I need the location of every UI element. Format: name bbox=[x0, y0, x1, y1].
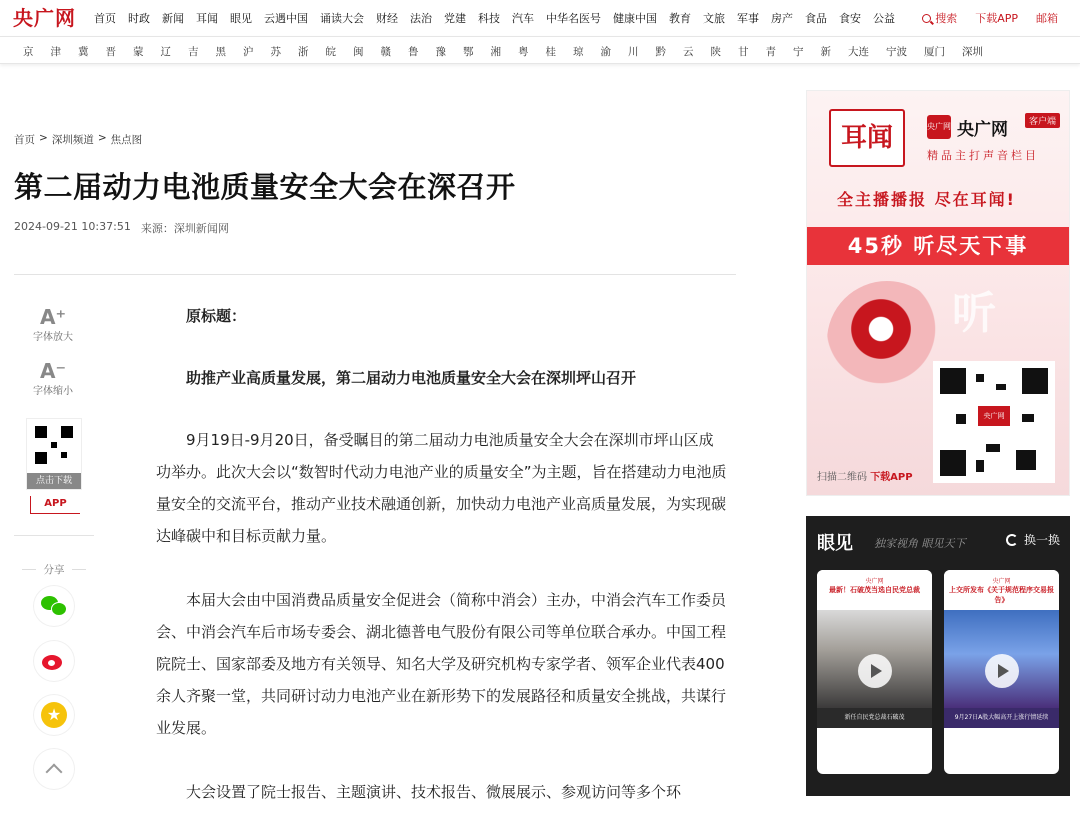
region-item[interactable]: 吉 bbox=[188, 46, 199, 58]
region-item[interactable]: 云 bbox=[683, 46, 694, 58]
region-item[interactable]: 京 bbox=[23, 46, 34, 58]
nav-item[interactable]: 汽车 bbox=[512, 12, 534, 25]
article-paragraph: 9月19日-9月20日，备受瞩目的第二届动力电池质量安全大会在深圳市坪山区成功举办。此次大会以“数智时代动力电池产业的质量安全”为主题，旨在搭建动力电池质量安全的交流平台，推动产业技术融通创新，加快动力电池产业高质量发展，为实现碳达峰碳中和目标贡献力量。 bbox=[156, 431, 727, 545]
microphone-illustration bbox=[827, 281, 947, 401]
nav-item[interactable]: 云遇中国 bbox=[264, 12, 308, 25]
region-item[interactable]: 新 bbox=[820, 46, 831, 58]
region-item[interactable]: 宁波 bbox=[886, 46, 907, 58]
nav-item[interactable]: 新闻 bbox=[162, 12, 184, 25]
font-increase-icon: A⁺ bbox=[39, 305, 67, 329]
article-meta bbox=[14, 220, 239, 236]
region-item[interactable]: 鲁 bbox=[408, 46, 419, 58]
video-card-brand: 央广网 bbox=[992, 578, 1011, 585]
back-to-top-button[interactable] bbox=[34, 749, 74, 789]
ad-qr-code bbox=[933, 361, 1055, 483]
region-item[interactable]: 大连 bbox=[848, 46, 869, 58]
chevron-up-icon bbox=[46, 764, 63, 781]
qr-download-label: 点击下载 bbox=[27, 473, 81, 489]
font-increase-button[interactable] bbox=[22, 306, 84, 343]
ad-qr-center-logo: 央广网 bbox=[978, 406, 1010, 426]
mail-link[interactable]: 邮箱 bbox=[1036, 12, 1058, 25]
region-item[interactable]: 豫 bbox=[435, 46, 446, 58]
nav-item[interactable]: 科技 bbox=[478, 12, 500, 25]
region-item[interactable]: 青 bbox=[765, 46, 776, 58]
nav-item[interactable]: 眼见 bbox=[230, 12, 252, 25]
wechat-icon bbox=[41, 596, 67, 616]
nav-item[interactable]: 财经 bbox=[376, 12, 398, 25]
region-item[interactable]: 桂 bbox=[545, 46, 556, 58]
nav-item[interactable]: 公益 bbox=[873, 12, 895, 25]
breadcrumb-separator: > bbox=[97, 132, 107, 144]
article-paragraph: 原标题： bbox=[186, 307, 247, 325]
region-item[interactable]: 皖 bbox=[325, 46, 336, 58]
nav-item[interactable]: 教育 bbox=[669, 12, 691, 25]
nav-item[interactable]: 党建 bbox=[444, 12, 466, 25]
video-card-caption: 9月27日A股大幅高开上涨行情延续 bbox=[944, 708, 1059, 728]
region-bar bbox=[0, 36, 1080, 64]
region-item[interactable]: 陕 bbox=[710, 46, 721, 58]
cnr-logo-icon: 央广网 bbox=[927, 115, 951, 139]
app-qr-download[interactable] bbox=[26, 418, 82, 490]
top-links bbox=[904, 10, 1058, 26]
video-card[interactable] bbox=[944, 570, 1059, 774]
region-item[interactable]: 晋 bbox=[105, 46, 116, 58]
region-list bbox=[23, 44, 1000, 59]
video-card[interactable] bbox=[817, 570, 932, 774]
region-item[interactable]: 琼 bbox=[573, 46, 584, 58]
region-item[interactable]: 川 bbox=[628, 46, 639, 58]
region-item[interactable]: 蒙 bbox=[133, 46, 144, 58]
breadcrumb bbox=[14, 132, 146, 147]
video-card-caption: 新任自民党总裁石破茂 bbox=[817, 708, 932, 728]
region-item[interactable]: 赣 bbox=[380, 46, 391, 58]
nav-item[interactable]: 耳闻 bbox=[196, 12, 218, 25]
article-paragraph: 助推产业高质量发展，第二届动力电池质量安全大会在深圳坪山召开 bbox=[186, 369, 637, 387]
ad-headline-bar: 45秒 听尽天下事 bbox=[807, 227, 1069, 265]
article-source: 来源：深圳新闻网 bbox=[140, 222, 229, 235]
article-paragraph: 大会设置了院士报告、主题演讲、技术报告、微展展示、参观访问等多个环 bbox=[186, 783, 682, 801]
region-item[interactable]: 沪 bbox=[243, 46, 254, 58]
region-item[interactable]: 黔 bbox=[655, 46, 666, 58]
video-module bbox=[806, 516, 1070, 796]
font-increase-label: 字体放大 bbox=[33, 332, 73, 343]
search-icon bbox=[922, 14, 931, 23]
article-body bbox=[156, 300, 728, 823]
nav-item[interactable]: 时政 bbox=[128, 12, 150, 25]
nav-item[interactable]: 首页 bbox=[94, 12, 116, 25]
video-card-headline: 最新！石破茂当选自民党总裁 bbox=[829, 586, 920, 594]
side-divider bbox=[14, 535, 94, 536]
nav-item[interactable]: 房产 bbox=[771, 12, 793, 25]
search-link[interactable]: 搜索 bbox=[922, 10, 957, 26]
region-item[interactable]: 厦门 bbox=[924, 46, 945, 58]
app-ad-banner[interactable] bbox=[806, 90, 1070, 496]
breadcrumb-item[interactable]: 焦点图 bbox=[110, 134, 143, 146]
erwen-logo: 耳闻 bbox=[829, 109, 905, 167]
play-icon[interactable] bbox=[985, 654, 1019, 688]
play-icon[interactable] bbox=[858, 654, 892, 688]
share-wechat-button[interactable] bbox=[34, 586, 74, 626]
ad-scan-text: 扫描二维码 下载APP bbox=[817, 472, 913, 483]
top-navbar bbox=[0, 0, 1080, 36]
breadcrumb-separator: > bbox=[39, 132, 48, 144]
ad-brand: 央广网 bbox=[957, 120, 1008, 140]
share-favorite-button[interactable] bbox=[34, 695, 74, 735]
region-item[interactable]: 辽 bbox=[160, 46, 171, 58]
site-logo[interactable]: 央广网 bbox=[13, 6, 76, 30]
ad-listen-text: 听 bbox=[952, 288, 996, 339]
video-card-headline: 上交所发布《关于规范程序交易报告》 bbox=[949, 586, 1054, 604]
nav-item[interactable]: 法治 bbox=[410, 12, 432, 25]
region-item[interactable]: 湘 bbox=[490, 46, 501, 58]
video-module-title: 眼见 bbox=[817, 533, 853, 554]
font-decrease-icon: A⁻ bbox=[39, 359, 67, 383]
main-nav bbox=[94, 10, 907, 26]
region-item[interactable]: 宁 bbox=[793, 46, 804, 58]
share-weibo-button[interactable] bbox=[34, 641, 74, 681]
region-item[interactable]: 鄂 bbox=[463, 46, 474, 58]
font-decrease-button[interactable] bbox=[22, 360, 84, 397]
ad-tagline: 精品主打声音栏目 bbox=[927, 149, 1039, 162]
breadcrumb-item[interactable]: 首页 bbox=[14, 134, 35, 146]
weibo-icon bbox=[42, 652, 66, 670]
article-paragraph: 本届大会由中国消费品质量安全促进会（简称中消会）主办，中消会汽车工作委员会、中消会汽车后市场专委会、湖北德普电气股份有限公司等单位联合承办。中国工程院院士、国家部委及地方有关领导、知名大学及研究机构专家学者、领军企业代表400余人齐聚一堂，共同研讨动力电池产业在新形势下的发展路径和质量安全挑战，共谋行业发展。 bbox=[156, 591, 727, 737]
star-icon: ★ bbox=[41, 702, 67, 728]
video-card-brand: 央广网 bbox=[865, 578, 884, 585]
region-item[interactable]: 粤 bbox=[518, 46, 529, 58]
download-app-link[interactable]: 下载APP bbox=[975, 12, 1018, 25]
nav-item[interactable]: 健康中国 bbox=[613, 12, 657, 25]
ad-slogan: 全主播播报 尽在耳闻! bbox=[837, 190, 1016, 209]
region-item[interactable]: 黑 bbox=[215, 46, 226, 58]
title-divider bbox=[14, 274, 736, 275]
region-item[interactable]: 浙 bbox=[298, 46, 309, 58]
breadcrumb-item[interactable]: 深圳频道 bbox=[51, 134, 94, 146]
nav-item[interactable]: 食安 bbox=[839, 12, 861, 25]
ad-client-badge: 客户端 bbox=[1025, 113, 1060, 128]
nav-item[interactable]: 文旅 bbox=[703, 12, 725, 25]
share-label: 分享 bbox=[22, 562, 86, 577]
region-item[interactable]: 渝 bbox=[600, 46, 611, 58]
region-item[interactable]: 甘 bbox=[738, 46, 749, 58]
nav-item[interactable]: 军事 bbox=[737, 12, 759, 25]
region-item[interactable]: 冀 bbox=[78, 46, 89, 58]
app-badge[interactable]: APP bbox=[30, 496, 80, 514]
article-title: 第二届动力电池质量安全大会在深召开 bbox=[14, 170, 516, 204]
video-module-subtitle: 独家视角 眼见天下 bbox=[874, 537, 966, 550]
refresh-icon bbox=[1006, 534, 1018, 546]
qr-code-icon bbox=[35, 426, 73, 464]
refresh-button[interactable]: 换一换 bbox=[1006, 531, 1060, 548]
nav-item[interactable]: 食品 bbox=[805, 12, 827, 25]
region-item[interactable]: 津 bbox=[50, 46, 61, 58]
region-item[interactable]: 闽 bbox=[353, 46, 364, 58]
region-item[interactable]: 苏 bbox=[270, 46, 281, 58]
nav-item[interactable]: 中华名医号 bbox=[546, 12, 601, 25]
nav-item[interactable]: 诵读大会 bbox=[320, 12, 364, 25]
region-item[interactable]: 深圳 bbox=[962, 46, 983, 58]
font-decrease-label: 字体缩小 bbox=[33, 386, 73, 397]
article-datetime: 2024-09-21 10:37:51 bbox=[14, 220, 131, 233]
